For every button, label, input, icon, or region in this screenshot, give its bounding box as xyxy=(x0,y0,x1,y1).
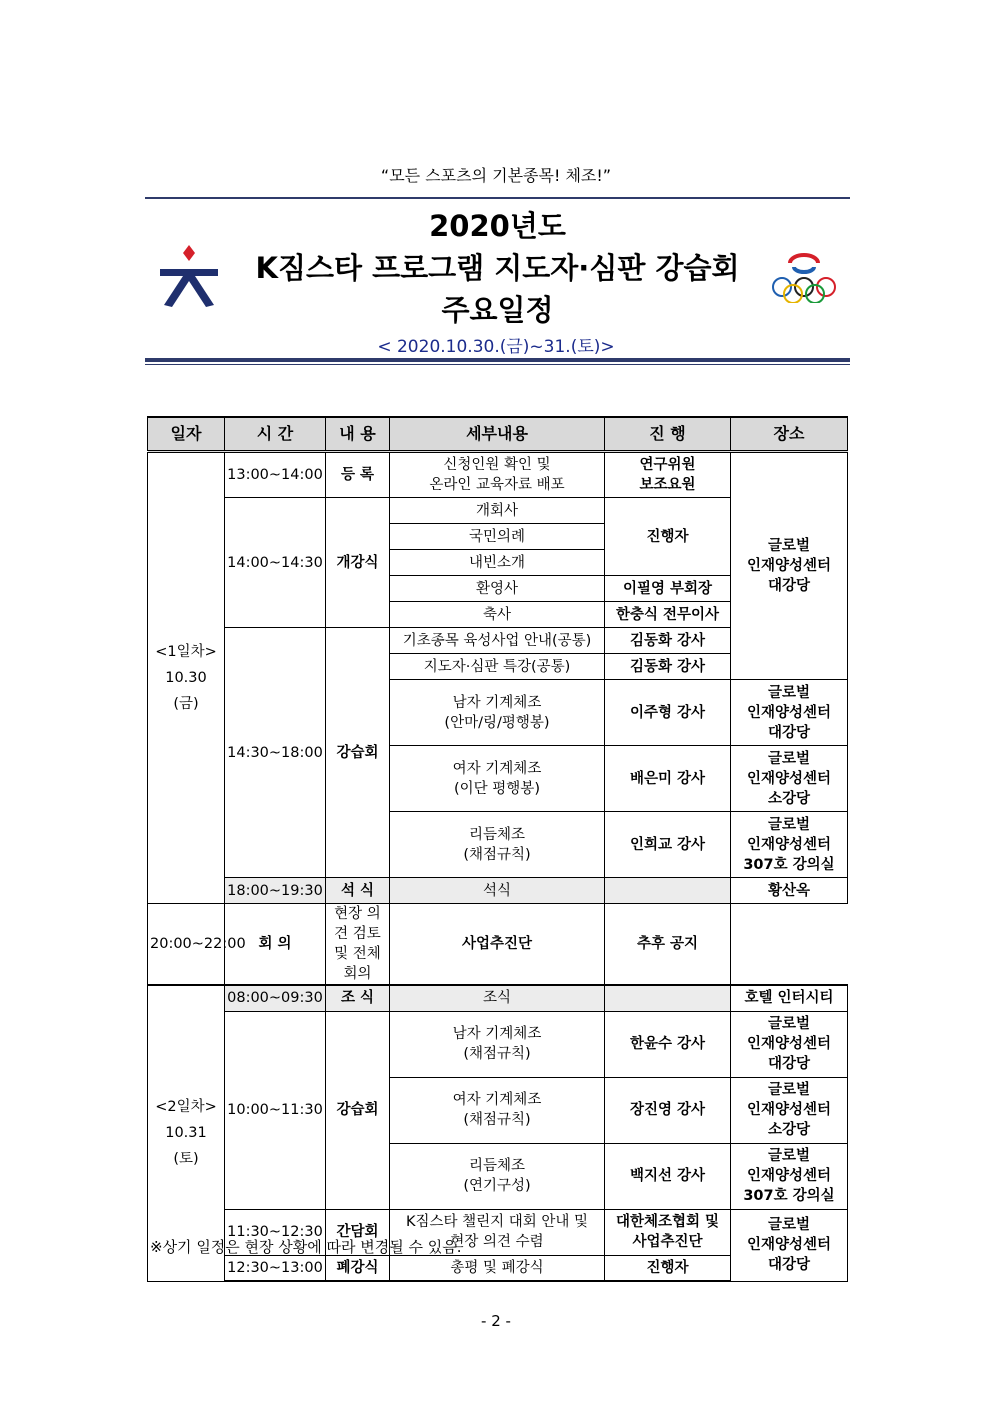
col-header-content: 내 용 xyxy=(326,417,390,452)
detail-line: (채점규칙) xyxy=(463,1112,531,1128)
host-line: 대한체조협회 및 xyxy=(615,1214,720,1230)
content-cell: 간담회 xyxy=(326,1209,390,1255)
host-line: 보조요원 xyxy=(639,477,696,493)
venue-cell xyxy=(731,812,848,878)
host-cell xyxy=(605,878,731,904)
detail-line: (이단 평행봉) xyxy=(454,780,540,797)
host-cell: 사업추진단 xyxy=(390,904,605,986)
detail-cell xyxy=(390,746,605,812)
host-cell: 진행자 xyxy=(605,498,731,576)
col-header-host: 진 행 xyxy=(605,417,731,452)
detail-line: 신청인원 확인 및 xyxy=(443,457,551,473)
host-cell: 백지선 강사 xyxy=(605,1143,731,1209)
host-cell: 이필영 부회장 xyxy=(605,576,731,602)
detail-line: 리듬체조 xyxy=(468,826,526,843)
detail-line: (채점규칙) xyxy=(463,846,531,863)
venue-line: 인재양성센터 xyxy=(746,1237,832,1253)
olympic-committee-logo-icon xyxy=(768,253,840,303)
host-cell: 김동화 강사 xyxy=(605,654,731,680)
time-cell: 12:30~13:00 xyxy=(225,1255,326,1281)
detail-line: (연기구성) xyxy=(463,1178,531,1194)
title-year: 2020년도 xyxy=(429,209,566,243)
detail-line: 여자 기계체조 xyxy=(452,760,542,777)
venue-cell xyxy=(731,680,848,746)
time-cell: 11:30~12:30 xyxy=(225,1209,326,1255)
host-cell: 인희교 강사 xyxy=(605,812,731,878)
table-row xyxy=(148,878,848,904)
venue-line: 인재양성센터 xyxy=(746,1168,832,1184)
venue-cell: 황산옥 xyxy=(731,878,848,904)
detail-cell: 기초종목 육성사업 안내(공통) xyxy=(390,628,605,654)
detail-cell: 석식 xyxy=(390,878,605,904)
header-rule-bottom-thin xyxy=(145,364,850,365)
detail-line: (채점규칙) xyxy=(463,1046,531,1062)
day1-cell xyxy=(148,452,225,904)
detail-cell xyxy=(390,812,605,878)
host-cell: 한충식 전무이사 xyxy=(605,602,731,628)
detail-cell: 지도자·심판 특강(공통) xyxy=(390,654,605,680)
detail-cell: 현장 의견 검토 및 전체회의 xyxy=(326,904,390,986)
venue-line: 글로벌 xyxy=(767,538,811,554)
venue-line: 307호 강의실 xyxy=(743,1188,835,1204)
day-weekday: (토) xyxy=(173,1151,199,1168)
venue-cell xyxy=(731,1143,848,1209)
col-header-detail: 세부내용 xyxy=(390,417,605,452)
detail-cell: 내빈소개 xyxy=(390,550,605,576)
detail-line: K짐스타 챌린지 대회 안내 및 xyxy=(405,1214,589,1230)
day-label: <2일차> xyxy=(155,1099,217,1116)
time-cell: 18:00~19:30 xyxy=(225,878,326,904)
header-rule-bottom xyxy=(145,358,850,362)
time-cell: 14:00~14:30 xyxy=(225,498,326,628)
venue-line: 글로벌 xyxy=(767,1016,811,1032)
host-cell xyxy=(605,1209,731,1255)
detail-cell: 환영사 xyxy=(390,576,605,602)
host-cell: 진행자 xyxy=(605,1255,731,1281)
venue-cell xyxy=(731,452,848,680)
venue-line: 대강당 xyxy=(767,1257,811,1273)
slogan: “모든 스포츠의 기본종목! 체조!” xyxy=(380,166,612,185)
detail-cell: 국민의례 xyxy=(390,524,605,550)
table-header-row xyxy=(148,417,848,452)
host-cell xyxy=(605,985,731,1011)
venue-cell: 추후 공지 xyxy=(605,904,731,986)
title-block xyxy=(145,205,850,331)
col-header-date: 일자 xyxy=(148,417,225,452)
host-line: 사업추진단 xyxy=(632,1234,703,1250)
detail-line: 온라인 교육자료 배포 xyxy=(429,477,565,493)
detail-line: (안마/링/평행봉) xyxy=(444,714,550,731)
time-cell: 13:00~14:00 xyxy=(225,452,326,498)
detail-cell xyxy=(390,1011,605,1077)
host-cell: 장진영 강사 xyxy=(605,1077,731,1143)
page-number: - 2 - xyxy=(481,1312,511,1330)
content-cell: 조 식 xyxy=(326,985,390,1011)
venue-line: 글로벌 xyxy=(767,684,811,701)
venue-cell xyxy=(731,1077,848,1143)
time-cell: 20:00~22:00 xyxy=(148,904,225,986)
detail-cell: 개회사 xyxy=(390,498,605,524)
table-row xyxy=(148,904,848,986)
host-cell: 배은미 강사 xyxy=(605,746,731,812)
venue-line: 307호 강의실 xyxy=(743,856,835,873)
col-header-venue: 장소 xyxy=(731,417,848,452)
host-line: 연구위원 xyxy=(639,457,696,473)
venue-line: 글로벌 xyxy=(767,750,811,767)
detail-line: 리듬체조 xyxy=(468,1158,526,1174)
content-cell: 개강식 xyxy=(326,498,390,628)
content-cell: 석 식 xyxy=(326,878,390,904)
table-row xyxy=(148,452,848,498)
venue-line: 소강당 xyxy=(767,1122,811,1138)
host-cell: 김동화 강사 xyxy=(605,628,731,654)
venue-cell xyxy=(731,1209,848,1281)
table-row xyxy=(148,1011,848,1077)
venue-line: 대강당 xyxy=(767,578,811,594)
col-header-time: 시 간 xyxy=(225,417,326,452)
venue-cell xyxy=(731,1011,848,1077)
host-cell xyxy=(605,452,731,498)
detail-cell: 조식 xyxy=(390,985,605,1011)
venue-line: 소강당 xyxy=(767,790,811,807)
detail-cell: 축사 xyxy=(390,602,605,628)
content-cell: 강습회 xyxy=(326,1011,390,1209)
content-cell: 강습회 xyxy=(326,628,390,878)
schedule-note: ※상기 일정은 현장 상황에 따라 변경될 수 있음. xyxy=(150,1238,462,1256)
title-sub: 주요일정 xyxy=(441,293,554,327)
venue-line: 인재양성센터 xyxy=(746,1036,832,1052)
header-rule-top xyxy=(145,197,850,199)
venue-line: 인재양성센터 xyxy=(746,836,832,853)
day-label: <1일차> xyxy=(155,644,217,660)
time-cell: 08:00~09:30 xyxy=(225,985,326,1011)
detail-cell xyxy=(390,680,605,746)
time-cell: 10:00~11:30 xyxy=(225,1011,326,1209)
event-period: < 2020.10.30.(금)~31.(토)> xyxy=(377,337,615,357)
venue-line: 글로벌 xyxy=(767,1217,811,1233)
venue-line: 글로벌 xyxy=(767,1148,811,1164)
host-cell: 한윤수 강사 xyxy=(605,1011,731,1077)
host-cell: 이주형 강사 xyxy=(605,680,731,746)
venue-line: 대강당 xyxy=(767,1056,811,1072)
table-row xyxy=(148,985,848,1011)
detail-cell: 총평 및 폐강식 xyxy=(390,1255,605,1281)
detail-cell xyxy=(390,1077,605,1143)
venue-cell xyxy=(731,746,848,812)
detail-line: 여자 기계체조 xyxy=(452,1092,542,1108)
detail-line: 현장 의견 수렴 xyxy=(450,1234,544,1250)
day-date: 10.30 xyxy=(165,670,207,686)
detail-line: 남자 기계체조 xyxy=(452,1026,542,1042)
content-cell: 회 의 xyxy=(225,904,326,986)
venue-line: 글로벌 xyxy=(767,1082,811,1098)
venue-line: 글로벌 xyxy=(767,816,811,833)
day-weekday: (금) xyxy=(173,696,199,712)
venue-line: 대강당 xyxy=(767,724,811,741)
detail-cell xyxy=(390,452,605,498)
venue-line: 인재양성센터 xyxy=(746,1102,832,1118)
venue-cell: 호텔 인터시티 xyxy=(731,985,848,1011)
venue-line: 인재양성센터 xyxy=(746,770,832,787)
schedule-table xyxy=(147,416,848,1282)
content-cell: 폐강식 xyxy=(326,1255,390,1281)
time-cell: 14:30~18:00 xyxy=(225,628,326,878)
day-date: 10.31 xyxy=(165,1125,207,1142)
venue-line: 인재양성센터 xyxy=(746,558,832,574)
venue-line: 인재양성센터 xyxy=(746,704,832,721)
detail-cell xyxy=(390,1143,605,1209)
detail-line: 남자 기계체조 xyxy=(452,694,542,711)
content-cell: 등 록 xyxy=(326,452,390,498)
title-main: K짐스타 프로그램 지도자·심판 강습회 xyxy=(255,251,740,285)
